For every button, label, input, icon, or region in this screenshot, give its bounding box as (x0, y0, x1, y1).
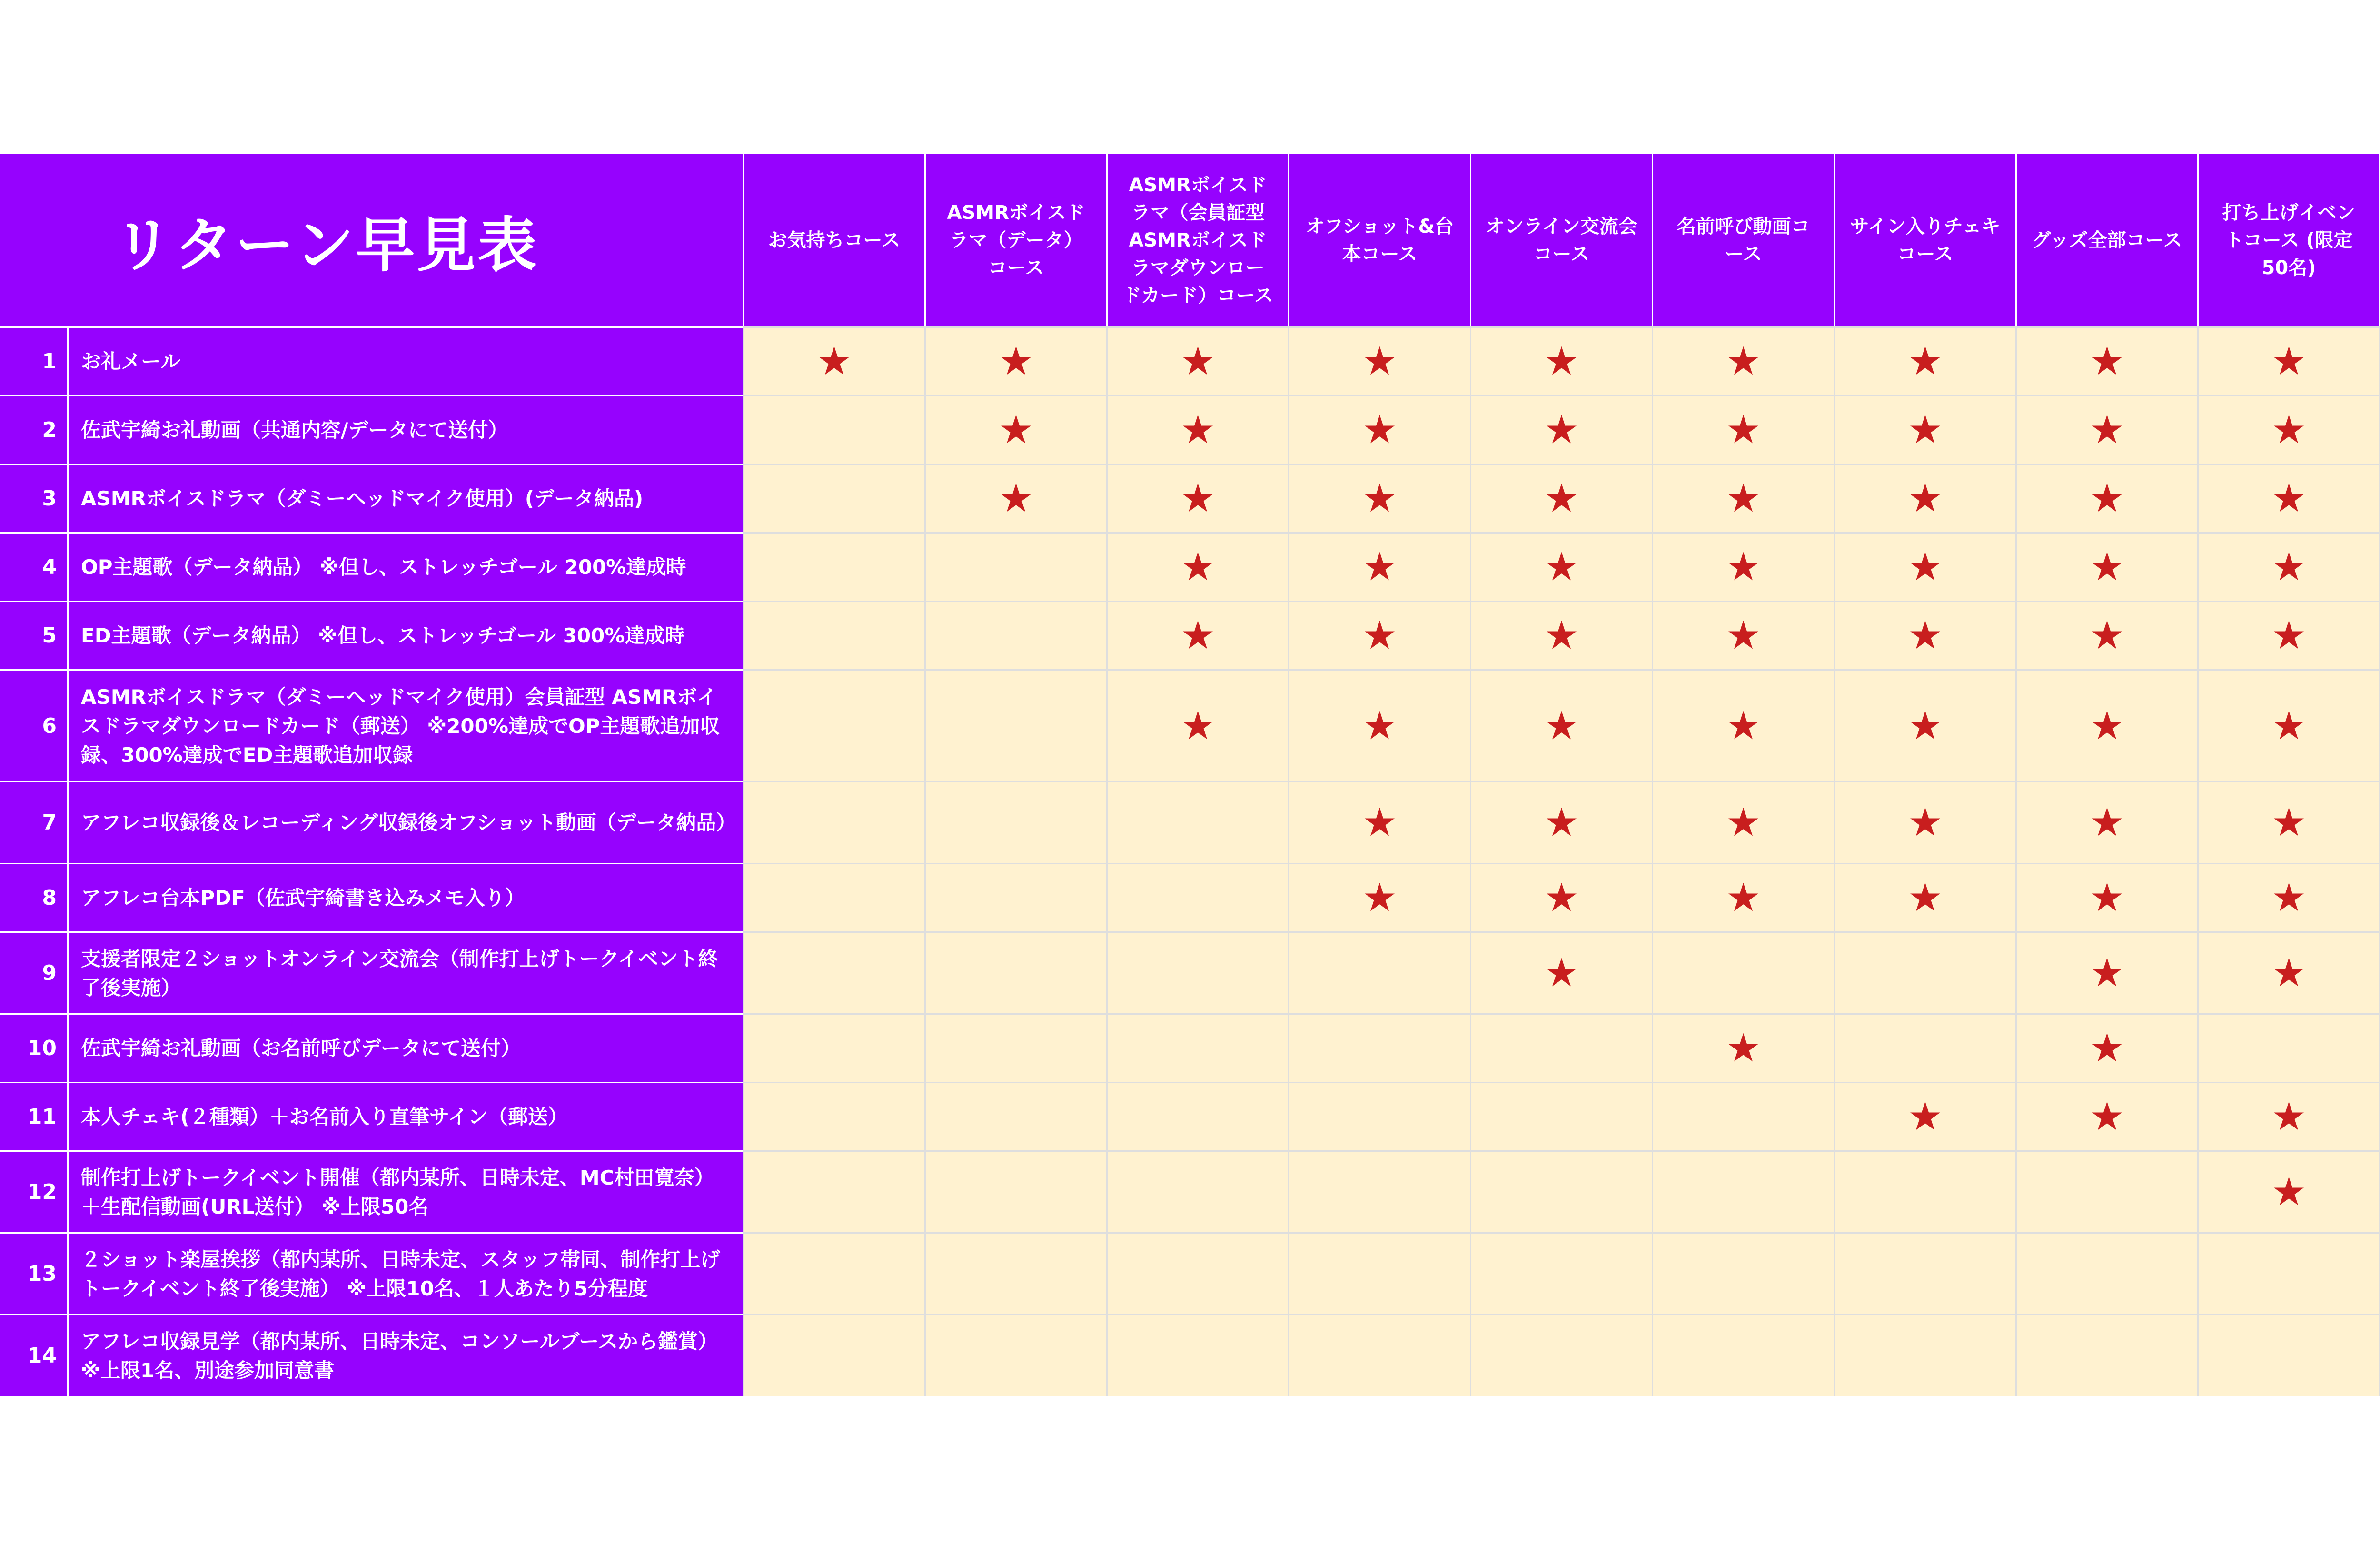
star-mark (1652, 863, 1834, 931)
empty-cell (924, 669, 1106, 781)
row-number: 9 (0, 931, 69, 1013)
star-icon: ★ (2271, 1169, 2307, 1215)
star-icon: ★ (1907, 875, 1943, 920)
star-icon: ★ (1907, 476, 1943, 521)
star-mark (1834, 464, 2015, 532)
star-mark (2197, 326, 2379, 395)
star-icon: ★ (2089, 1026, 2125, 1071)
empty-cell (1652, 1232, 1834, 1314)
empty-cell (1470, 1013, 1652, 1082)
empty-cell (1288, 1314, 1470, 1396)
return-item-label: 本人チェキ(２種類）＋お名前入り直筆サイン（郵送） (69, 1082, 743, 1150)
empty-cell (2015, 1314, 2197, 1396)
star-icon: ★ (2271, 544, 2307, 590)
star-mark (924, 326, 1106, 395)
empty-cell (1834, 1013, 2015, 1082)
star-mark (1288, 601, 1470, 669)
star-icon: ★ (1907, 800, 1943, 845)
row-number: 10 (0, 1013, 69, 1082)
star-icon: ★ (1544, 703, 1579, 749)
star-icon: ★ (1907, 339, 1943, 384)
star-icon: ★ (1180, 703, 1216, 749)
return-item-label: ２ショット楽屋挨拶（都内某所、日時未定、スタッフ帯同、制作打上げトークイベント終了後実施） ※上限10名、１人あたり5分程度 (69, 1232, 743, 1314)
empty-cell (1470, 1232, 1652, 1314)
star-icon: ★ (1907, 1094, 1943, 1139)
star-mark (1288, 464, 1470, 532)
row-number: 8 (0, 863, 69, 931)
course-header: お気持ちコース (743, 154, 924, 326)
empty-cell (924, 1013, 1106, 1082)
empty-cell (1106, 1013, 1288, 1082)
empty-cell (1470, 1314, 1652, 1396)
star-mark (2015, 863, 2197, 931)
star-mark (1652, 395, 1834, 464)
star-icon: ★ (1726, 703, 1761, 749)
row-number: 3 (0, 464, 69, 532)
star-icon: ★ (2271, 407, 2307, 453)
empty-cell (1834, 1314, 2015, 1396)
empty-cell (743, 1082, 924, 1150)
star-icon: ★ (2089, 407, 2125, 453)
star-mark (1106, 669, 1288, 781)
empty-cell (1288, 1082, 1470, 1150)
star-icon: ★ (998, 339, 1034, 384)
star-mark (743, 326, 924, 395)
star-icon: ★ (2089, 950, 2125, 996)
star-mark (2015, 669, 2197, 781)
empty-cell (743, 931, 924, 1013)
star-mark (2197, 863, 2379, 931)
star-mark (1288, 669, 1470, 781)
empty-cell (1470, 1082, 1652, 1150)
star-mark (2197, 781, 2379, 863)
row-number: 4 (0, 532, 69, 601)
star-mark (1652, 1013, 1834, 1082)
course-header: ASMRボイスドラマ（データ）コース (924, 154, 1106, 326)
star-icon: ★ (1726, 613, 1761, 658)
star-icon: ★ (1726, 875, 1761, 920)
star-icon: ★ (2089, 875, 2125, 920)
star-mark (1470, 781, 1652, 863)
empty-cell (2197, 1013, 2379, 1082)
star-icon: ★ (998, 476, 1034, 521)
star-mark (2197, 669, 2379, 781)
row-number: 12 (0, 1150, 69, 1232)
star-icon: ★ (1544, 613, 1579, 658)
empty-cell (743, 781, 924, 863)
star-mark (2015, 931, 2197, 1013)
star-icon: ★ (1544, 950, 1579, 996)
star-icon: ★ (816, 339, 852, 384)
empty-cell (1834, 1150, 2015, 1232)
star-icon: ★ (1180, 613, 1216, 658)
star-mark (924, 464, 1106, 532)
empty-cell (1288, 1232, 1470, 1314)
empty-cell (743, 1150, 924, 1232)
star-icon: ★ (1362, 613, 1398, 658)
star-icon: ★ (2271, 1094, 2307, 1139)
empty-cell (1652, 1314, 1834, 1396)
row-number: 7 (0, 781, 69, 863)
star-mark (1288, 863, 1470, 931)
empty-cell (743, 395, 924, 464)
star-icon: ★ (1180, 339, 1216, 384)
star-mark (2015, 395, 2197, 464)
star-mark (1106, 532, 1288, 601)
star-icon: ★ (1907, 613, 1943, 658)
empty-cell (1288, 931, 1470, 1013)
star-icon: ★ (1726, 544, 1761, 590)
star-icon: ★ (2271, 800, 2307, 845)
empty-cell (1652, 1150, 1834, 1232)
empty-cell (924, 1232, 1106, 1314)
return-item-label: お礼メール (69, 326, 743, 395)
star-mark (1834, 669, 2015, 781)
star-mark (2015, 464, 2197, 532)
star-icon: ★ (1907, 407, 1943, 453)
star-icon: ★ (998, 407, 1034, 453)
star-icon: ★ (1544, 544, 1579, 590)
empty-cell (1106, 1232, 1288, 1314)
star-mark (1470, 601, 1652, 669)
star-icon: ★ (1362, 703, 1398, 749)
empty-cell (924, 601, 1106, 669)
star-icon: ★ (2271, 339, 2307, 384)
empty-cell (1106, 863, 1288, 931)
empty-cell (743, 1232, 924, 1314)
return-item-label: ED主題歌（データ納品） ※但し、ストレッチゴール 300%達成時 (69, 601, 743, 669)
empty-cell (743, 863, 924, 931)
star-mark (1834, 781, 2015, 863)
star-icon: ★ (1544, 875, 1579, 920)
star-icon: ★ (1180, 407, 1216, 453)
row-number: 2 (0, 395, 69, 464)
empty-cell (924, 532, 1106, 601)
row-number: 5 (0, 601, 69, 669)
star-mark (1470, 326, 1652, 395)
star-mark (924, 395, 1106, 464)
star-icon: ★ (2271, 950, 2307, 996)
empty-cell (743, 669, 924, 781)
star-mark (1652, 781, 1834, 863)
star-mark (2197, 1082, 2379, 1150)
return-item-label: 支援者限定２ショットオンライン交流会（制作打上げトークイベント終了後実施） (69, 931, 743, 1013)
returns-table (0, 154, 2380, 1395)
star-icon: ★ (1362, 476, 1398, 521)
empty-cell (743, 464, 924, 532)
course-header: オンライン交流会コース (1470, 154, 1652, 326)
star-mark (1288, 532, 1470, 601)
empty-cell (1106, 1314, 1288, 1396)
star-icon: ★ (1362, 875, 1398, 920)
empty-cell (743, 532, 924, 601)
star-mark (1470, 931, 1652, 1013)
empty-cell (1288, 1013, 1470, 1082)
return-item-label: 佐武宇綺お礼動画（共通内容/データにて送付） (69, 395, 743, 464)
star-mark (1106, 326, 1288, 395)
course-header: グッズ全部コース (2015, 154, 2197, 326)
star-icon: ★ (1544, 476, 1579, 521)
star-icon: ★ (1362, 339, 1398, 384)
star-mark (1288, 395, 1470, 464)
star-mark (2197, 931, 2379, 1013)
star-icon: ★ (2089, 800, 2125, 845)
star-icon: ★ (1544, 407, 1579, 453)
page-title: リターン早見表 (0, 154, 743, 326)
star-mark (1652, 601, 1834, 669)
star-icon: ★ (1907, 703, 1943, 749)
empty-cell (1106, 781, 1288, 863)
star-mark (2197, 601, 2379, 669)
star-icon: ★ (1180, 544, 1216, 590)
star-mark (1288, 326, 1470, 395)
star-icon: ★ (1726, 407, 1761, 453)
return-item-label: OP主題歌（データ納品） ※但し、ストレッチゴール 200%達成時 (69, 532, 743, 601)
empty-cell (1652, 931, 1834, 1013)
star-icon: ★ (1544, 339, 1579, 384)
star-mark (1106, 395, 1288, 464)
star-mark (1470, 669, 1652, 781)
star-icon: ★ (1180, 476, 1216, 521)
star-mark (1470, 395, 1652, 464)
star-mark (2015, 1013, 2197, 1082)
star-mark (1834, 395, 2015, 464)
empty-cell (743, 1314, 924, 1396)
star-icon: ★ (2271, 613, 2307, 658)
star-mark (1288, 781, 1470, 863)
row-number: 11 (0, 1082, 69, 1150)
empty-cell (1834, 931, 2015, 1013)
empty-cell (743, 601, 924, 669)
star-icon: ★ (1362, 407, 1398, 453)
empty-cell (2015, 1232, 2197, 1314)
empty-cell (2015, 1150, 2197, 1232)
empty-cell (2197, 1232, 2379, 1314)
star-mark (1834, 601, 2015, 669)
empty-cell (1288, 1150, 1470, 1232)
row-number: 13 (0, 1232, 69, 1314)
star-icon: ★ (2089, 476, 2125, 521)
star-mark (2015, 1082, 2197, 1150)
star-mark (1834, 326, 2015, 395)
row-number: 14 (0, 1314, 69, 1396)
star-mark (1106, 601, 1288, 669)
return-item-label: アフレコ台本PDF（佐武宇綺書き込みメモ入り） (69, 863, 743, 931)
empty-cell (1106, 1082, 1288, 1150)
star-icon: ★ (2089, 339, 2125, 384)
star-mark (2015, 781, 2197, 863)
star-mark (2197, 1150, 2379, 1232)
star-icon: ★ (2089, 703, 2125, 749)
return-item-label: アフレコ収録見学（都内某所、日時未定、コンソールブースから鑑賞） ※上限1名、別途参加同意書 (69, 1314, 743, 1396)
star-mark (1834, 532, 2015, 601)
star-icon: ★ (2271, 703, 2307, 749)
empty-cell (924, 931, 1106, 1013)
empty-cell (1834, 1232, 2015, 1314)
empty-cell (1106, 931, 1288, 1013)
empty-cell (924, 863, 1106, 931)
return-item-label: ASMRボイスドラマ（ダミーヘッドマイク使用）会員証型 ASMRボイスドラマダウンロードカード（郵送） ※200%達成でOP主題歌追加収録、300%達成でED主題歌追加収録 (69, 669, 743, 781)
star-mark (1106, 464, 1288, 532)
star-mark (1652, 532, 1834, 601)
course-header: オフショット&台本コース (1288, 154, 1470, 326)
star-icon: ★ (2271, 875, 2307, 920)
star-mark (2197, 532, 2379, 601)
course-header: 名前呼び動画コース (1652, 154, 1834, 326)
star-mark (1470, 464, 1652, 532)
return-item-label: アフレコ収録後＆レコーディング収録後オフショット動画（データ納品） (69, 781, 743, 863)
star-mark (2197, 395, 2379, 464)
star-mark (1652, 326, 1834, 395)
star-mark (1834, 1082, 2015, 1150)
return-item-label: ASMRボイスドラマ（ダミーヘッドマイク使用）(データ納品) (69, 464, 743, 532)
star-icon: ★ (1544, 800, 1579, 845)
star-mark (2015, 326, 2197, 395)
star-icon: ★ (1907, 544, 1943, 590)
star-icon: ★ (1726, 800, 1761, 845)
return-item-label: 佐武宇綺お礼動画（お名前呼びデータにて送付） (69, 1013, 743, 1082)
star-mark (1652, 464, 1834, 532)
empty-cell (2197, 1314, 2379, 1396)
course-header: サイン入りチェキコース (1834, 154, 2015, 326)
empty-cell (1106, 1150, 1288, 1232)
empty-cell (924, 1150, 1106, 1232)
star-icon: ★ (1726, 1026, 1761, 1071)
star-icon: ★ (1362, 800, 1398, 845)
star-mark (1652, 669, 1834, 781)
star-mark (2197, 464, 2379, 532)
star-icon: ★ (2089, 544, 2125, 590)
star-icon: ★ (2089, 1094, 2125, 1139)
star-icon: ★ (2271, 476, 2307, 521)
empty-cell (924, 1314, 1106, 1396)
empty-cell (924, 781, 1106, 863)
empty-cell (743, 1013, 924, 1082)
star-mark (1834, 863, 2015, 931)
star-mark (2015, 532, 2197, 601)
empty-cell (924, 1082, 1106, 1150)
empty-cell (1652, 1082, 1834, 1150)
course-header: ASMRボイスドラマ（会員証型ASMRボイスドラマダウンロードカード）コース (1106, 154, 1288, 326)
row-number: 6 (0, 669, 69, 781)
star-icon: ★ (1362, 544, 1398, 590)
star-mark (2015, 601, 2197, 669)
row-number: 1 (0, 326, 69, 395)
star-icon: ★ (1726, 476, 1761, 521)
star-icon: ★ (1726, 339, 1761, 384)
star-icon: ★ (2089, 613, 2125, 658)
star-mark (1470, 532, 1652, 601)
return-item-label: 制作打上げトークイベント開催（都内某所、日時未定、MC村田寛奈）＋生配信動画(URL送付） ※上限50名 (69, 1150, 743, 1232)
empty-cell (1470, 1150, 1652, 1232)
star-mark (1470, 863, 1652, 931)
course-header: 打ち上げイベントコース (限定50名) (2197, 154, 2379, 326)
